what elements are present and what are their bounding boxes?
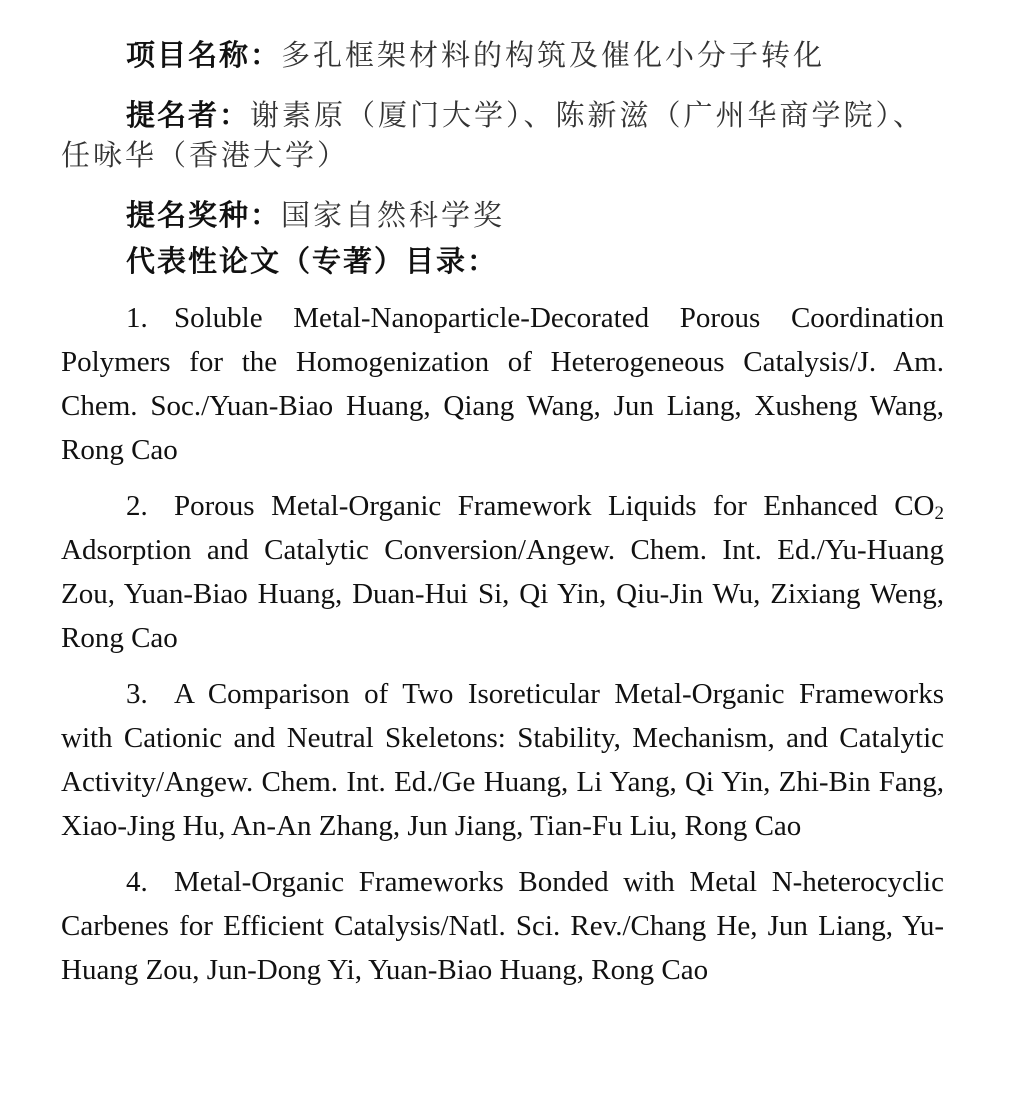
paper-list — [61, 296, 944, 992]
paper-item — [61, 860, 944, 992]
papers-heading — [61, 242, 944, 282]
award-type-line — [61, 196, 944, 236]
paper-citation: Soluble Metal-Nanoparticle-Decorated Porous Coordination Polymers for the Homogenization of Heterogeneous Catalysis/J. Am. Chem. Soc./Yuan-Biao Huang, Qiang Wang, Jun Liang, Xusheng Wang, Rong Cao — [61, 302, 944, 466]
paper-number: 3. — [126, 678, 148, 710]
nominator-value: 谢素原（厦门大学）、陈新滋（广州华商学院）、任咏华（香港大学） — [61, 100, 926, 172]
paper-citation-subscript: 2 — [934, 503, 944, 524]
nominator-line — [61, 96, 944, 176]
nominator-label: 提名者： — [126, 100, 251, 132]
paper-citation: Metal-Organic Frameworks Bonded with Metal N-heterocyclic Carbenes for Efficient Catalysis/Natl. Sci. Rev./Chang He, Jun Liang, Yu-Huang Zou, Jun-Dong Yi, Yuan-Biao Huang, Rong Cao — [61, 866, 944, 986]
project-name-line — [61, 36, 944, 76]
paper-citation-part1: Porous Metal-Organic Framework Liquids for Enhanced CO — [174, 490, 935, 522]
paper-item — [61, 484, 944, 660]
papers-heading-text: 代表性论文（专著）目录： — [126, 246, 499, 278]
paper-item — [61, 296, 944, 472]
project-name-label: 项目名称： — [126, 40, 282, 72]
document-page — [61, 36, 944, 992]
award-type-value: 国家自然科学奖 — [281, 200, 506, 232]
project-name-value: 多孔框架材料的构筑及催化小分子转化 — [281, 40, 826, 72]
paper-item — [61, 672, 944, 848]
paper-number: 2. — [126, 490, 148, 522]
paper-number: 1. — [126, 302, 148, 334]
award-type-label: 提名奖种： — [126, 200, 282, 232]
paper-citation-part2: Adsorption and Catalytic Conversion/Angew. Chem. Int. Ed./Yu-Huang Zou, Yuan-Biao Huang, Duan-Hui Si, Qi Yin, Qiu-Jin Wu, Zixiang Weng, Rong Cao — [61, 534, 944, 654]
paper-number: 4. — [126, 866, 148, 898]
paper-citation: A Comparison of Two Isoreticular Metal-Organic Frameworks with Cationic and Neutral Skeletons: Stability, Mechanism, and Catalytic Activity/Angew. Chem. Int. Ed./Ge Huang, Li Yang, Qi Yin, Zhi-Bin Fang, Xiao-Jing Hu, An-An Zhang, Jun Jiang, Tian-Fu Liu, Rong Cao — [61, 678, 944, 842]
